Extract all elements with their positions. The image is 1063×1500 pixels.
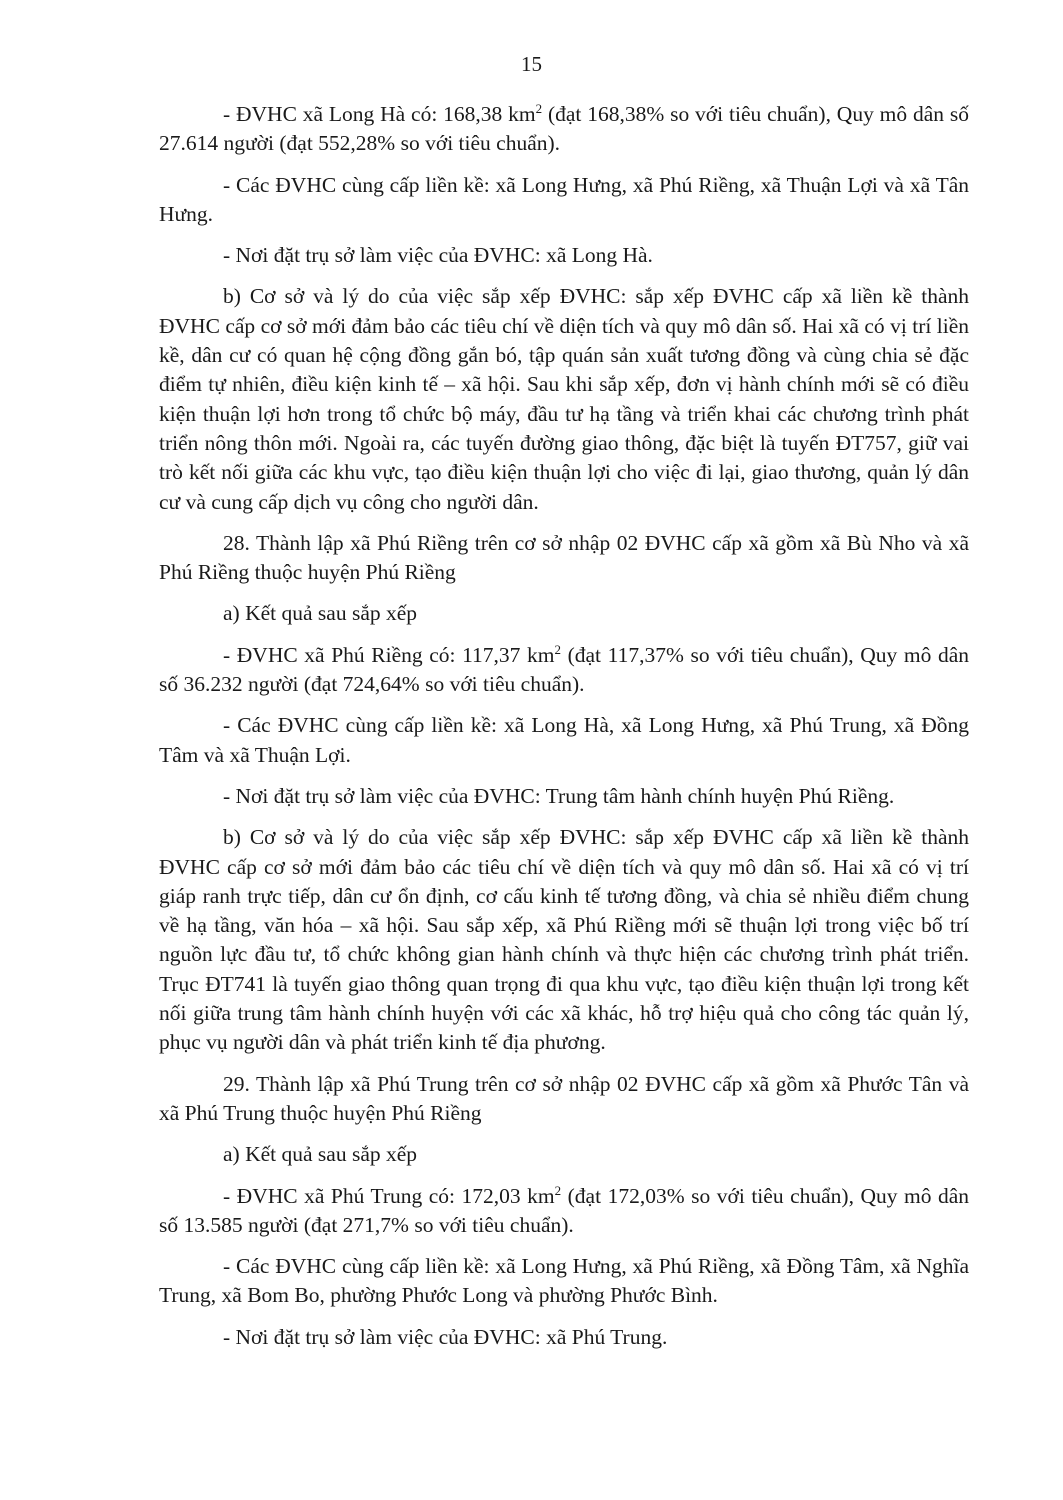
s29-area-paragraph xyxy=(159,1182,969,1241)
s27-office-paragraph: - Nơi đặt trụ sở làm việc của ĐVHC: xã Long Hà. xyxy=(223,243,653,268)
s27-area-text-rest: (đạt 168,38% so với tiêu chuẩn), Quy mô dân số 27.614 người (đạt 552,28% so với tiêu chuẩn). xyxy=(159,102,969,156)
s28-area-paragraph xyxy=(159,641,969,700)
s28-office-paragraph: - Nơi đặt trụ sở làm việc của ĐVHC: Trung tâm hành chính huyện Phú Riềng. xyxy=(223,783,895,808)
s29-office-paragraph: - Nơi đặt trụ sở làm việc của ĐVHC: xã Phú Trung. xyxy=(223,1324,668,1349)
superscript: 2 xyxy=(554,1182,562,1198)
s27-neighbors-paragraph: - Các ĐVHC cùng cấp liền kề: xã Long Hưng, xã Phú Riềng, xã Thuận Lợi và xã Tân Hưng. xyxy=(159,172,969,226)
page-number: 15 xyxy=(521,52,542,76)
s28-reason-paragraph: b) Cơ sở và lý do của việc sắp xếp ĐVHC: sắp xếp ĐVHC cấp xã liền kề thành ĐVHC cấp cơ sở mới đảm bảo các tiêu chí về diện tích và quy mô dân số. Hai xã có vị trí giáp ranh trực tiếp, dân cư ổn định, cơ cấu kinh tế tương đồng, và chia sẻ nhiều điểm chung về hạ tầng, văn hóa – xã hội. Sau sắp xếp, xã Phú Riềng mới sẽ thuận lợi trong việc bố trí nguồn lực đầu tư, tổ chức không gian hành chính và thực hiện các chương trình phát triển. Trục ĐT741 là tuyến giao thông quan trọng đi qua khu vực, tạo điều kiện thuận lợi trong kết nối giữa trung tâm hành chính huyện với các xã khác, hỗ trợ hiệu quả cho công tác quản lý, phục vụ người dân và phát triển kinh tế địa phương. xyxy=(159,825,969,1055)
s28-heading: 28. Thành lập xã Phú Riềng trên cơ sở nhập 02 ĐVHC cấp xã gồm xã Bù Nho và xã Phú Riềng thuộc huyện Phú Riềng xyxy=(159,530,969,585)
s29-neighbors-paragraph: - Các ĐVHC cùng cấp liền kề: xã Long Hưng, xã Phú Riềng, xã Đồng Tâm, xã Nghĩa Trung, xã Bom Bo, phường Phước Long và phường Phước Bình. xyxy=(159,1254,969,1308)
s29-area-text-rest: (đạt 172,03% so với tiêu chuẩn), Quy mô dân số 13.585 người (đạt 271,7% so với tiêu chuẩn). xyxy=(159,1183,970,1237)
s29-heading: 29. Thành lập xã Phú Trung trên cơ sở nhập 02 ĐVHC cấp xã gồm xã Phước Tân và xã Phú Trung thuộc huyện Phú Riềng xyxy=(159,1071,969,1125)
s29-result-label: a) Kết quả sau sắp xếp xyxy=(223,1142,418,1167)
s28-area-text-rest: (đạt 117,37% so với tiêu chuẩn), Quy mô dân số 36.232 người (đạt 724,64% so với tiêu chuẩn). xyxy=(159,642,969,697)
s28-area-text: - ĐVHC xã Phú Riềng có: 117,37 km xyxy=(223,642,555,667)
s27-area-paragraph xyxy=(159,100,969,159)
document-body xyxy=(159,100,969,1364)
s28-neighbors-paragraph: - Các ĐVHC cùng cấp liền kề: xã Long Hà, xã Long Hưng, xã Phú Trung, xã Đồng Tâm và xã Thuận Lợi. xyxy=(159,713,969,767)
s27-area-text: - ĐVHC xã Long Hà có: 168,38 km xyxy=(223,102,536,126)
s28-result-label: a) Kết quả sau sắp xếp xyxy=(223,601,418,626)
superscript: 2 xyxy=(535,100,543,116)
superscript: 2 xyxy=(554,641,561,657)
s27-reason-paragraph: b) Cơ sở và lý do của việc sắp xếp ĐVHC: sắp xếp ĐVHC cấp xã liền kề thành ĐVHC cấp cơ sở mới đảm bảo các tiêu chí về diện tích và quy mô dân số. Hai xã có vị trí liền kề, dân cư có quan hệ cộng đồng gắn bó, tập quán sản xuất tương đồng và cùng chia sẻ đặc điểm tự nhiên, điều kiện kinh tế – xã hội. Sau khi sắp xếp, đơn vị hành chính mới sẽ có điều kiện thuận lợi hơn trong tổ chức bộ máy, đầu tư hạ tầng và triển khai các chương trình phát triển nông thôn mới. Ngoài ra, các tuyến đường giao thông, đặc biệt là tuyến ĐT757, giữ vai trò kết nối giữa các khu vực, tạo điều kiện thuận lợi cho việc đi lại, giao thương, quản lý dân cư và cung cấp dịch vụ công cho người dân. xyxy=(159,284,969,514)
s29-area-text: - ĐVHC xã Phú Trung có: 172,03 km xyxy=(223,1183,555,1208)
